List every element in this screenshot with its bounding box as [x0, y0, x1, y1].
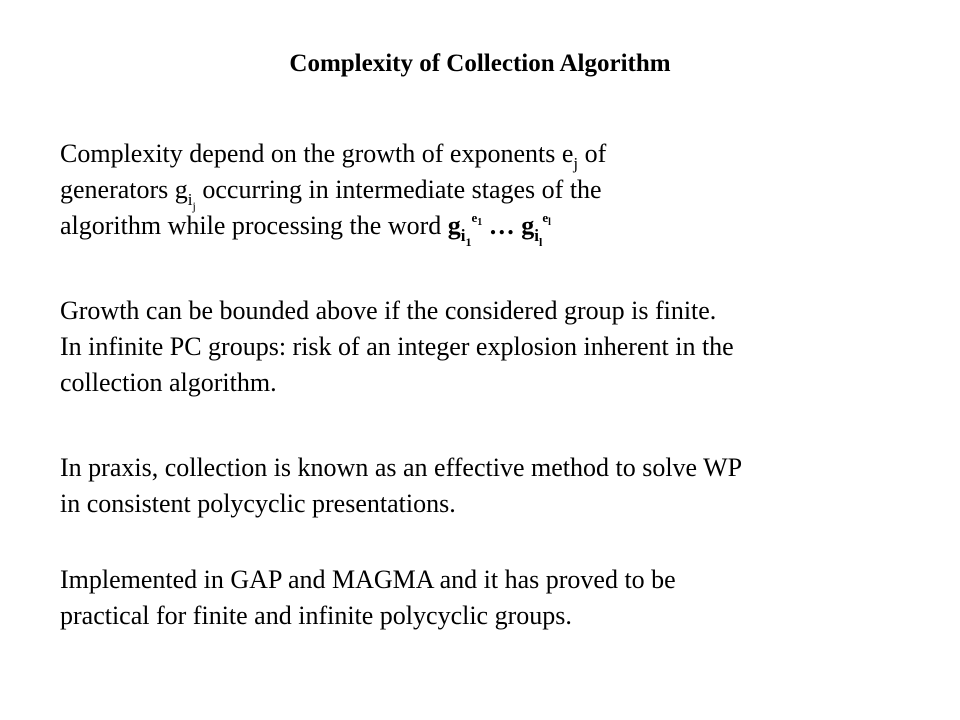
exponent-subscript: j: [573, 154, 579, 173]
text-fragment: occurring in intermediate stages of the: [195, 175, 602, 204]
text-fragment: Complexity depend on the growth of exponents: [60, 139, 562, 168]
paragraph-line: [60, 136, 910, 172]
word-last-subscript: [534, 226, 543, 249]
paragraph-complexity: [60, 136, 910, 249]
word-ellipsis: …: [482, 211, 522, 240]
paragraph-line: Growth can be bounded above if the considered group is finite.: [60, 296, 717, 325]
slide-title: Complexity of Collection Algorithm: [289, 50, 671, 77]
paragraph-praxis: [60, 450, 910, 522]
word-first-exponent: [471, 210, 483, 228]
paragraph-line: practical for finite and infinite polycyclic groups.: [60, 601, 572, 630]
text-fragment: algorithm while processing the word: [60, 211, 448, 240]
word-last-exponent: [542, 210, 551, 228]
word-last-subsubscript: l: [539, 235, 543, 249]
paragraph-line: [60, 208, 910, 249]
paragraph-line: In praxis, collection is known as an effective method to solve WP: [60, 453, 743, 482]
paragraph-line: Implemented in GAP and MAGMA and it has proved to be: [60, 565, 676, 594]
word-first-subscript-index: i: [460, 226, 466, 245]
text-fragment: generators: [60, 175, 175, 204]
paragraph-line: collection algorithm.: [60, 368, 277, 397]
generator-subscript-index: i: [187, 190, 193, 209]
generator-subscript: [187, 190, 196, 213]
generator-subsubscript: j: [192, 199, 196, 213]
word-last-generator: g: [521, 211, 535, 240]
paragraph-growth: [60, 293, 910, 401]
text-fragment: of: [578, 139, 607, 168]
paragraph-line: In infinite PC groups: risk of an integer explosion inherent in the: [60, 332, 734, 361]
word-first-exponent-var: e: [471, 210, 478, 225]
word-first-generator: g: [447, 211, 461, 240]
word-first-exponent-index: 1: [477, 217, 483, 228]
paragraph-implementation: [60, 562, 910, 634]
word-first-subscript: [460, 226, 472, 249]
word-last-exponent-index: l: [548, 217, 551, 228]
word-last-subscript-index: i: [534, 226, 540, 245]
generator-variable: g: [174, 175, 188, 204]
word-last-exponent-var: e: [542, 210, 549, 225]
word-first-subsubscript: 1: [465, 235, 472, 249]
exponent-variable: e: [561, 139, 574, 168]
paragraph-line: in consistent polycyclic presentations.: [60, 489, 456, 518]
paragraph-line: [60, 172, 910, 213]
word-expression: [447, 210, 551, 249]
